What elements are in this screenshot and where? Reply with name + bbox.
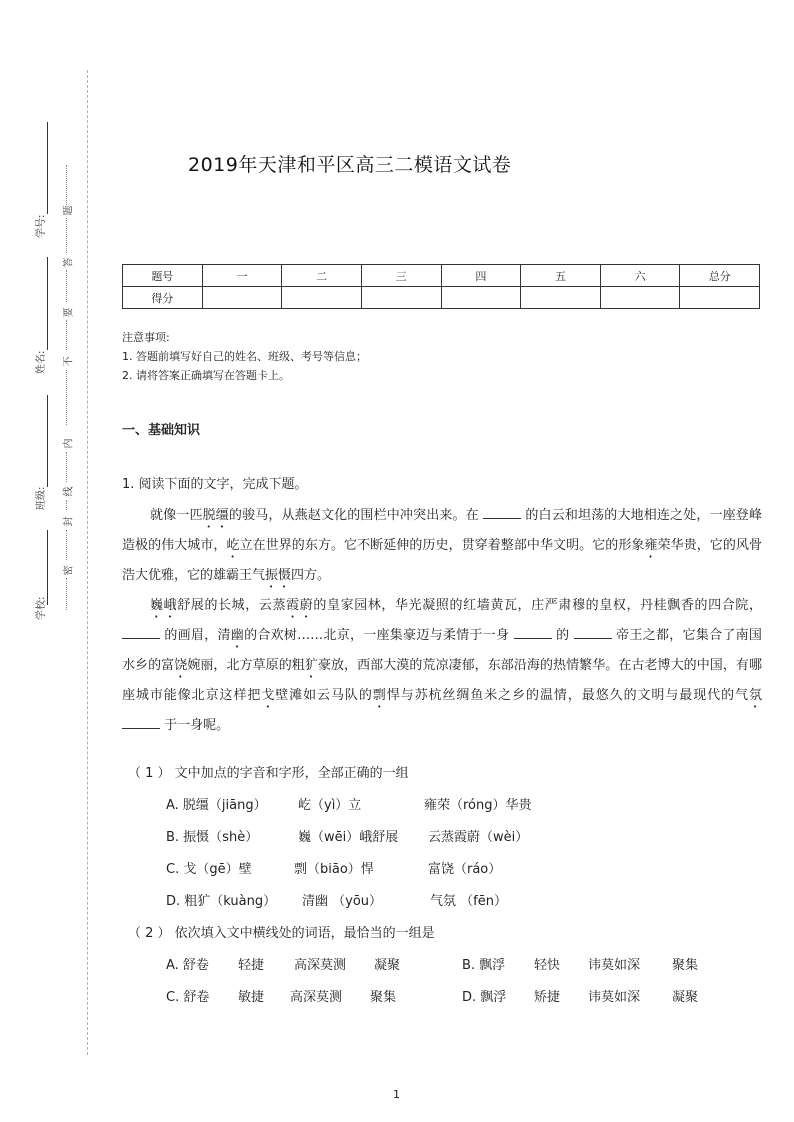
option-term: 讳莫如深 (588, 990, 641, 1005)
passage-text: 的 (556, 628, 570, 643)
score-table-score-row (123, 287, 760, 309)
name-label: 姓名: (36, 350, 47, 374)
seal-char: 要 (63, 307, 75, 318)
score-cell[interactable] (202, 287, 282, 309)
fill-blank[interactable] (514, 626, 552, 639)
option-term: 敏捷 (238, 990, 265, 1005)
score-table-header-row (123, 265, 760, 287)
seal-dots (66, 218, 67, 253)
score-header-cell: 三 (361, 265, 441, 287)
option-term: D. 粗犷（kuàng） (166, 894, 277, 909)
score-cell[interactable] (600, 287, 680, 309)
seal-dots (66, 370, 67, 425)
score-header-cell: 一 (202, 265, 282, 287)
option-term: 聚集 (370, 990, 397, 1005)
option-row-b[interactable] (166, 826, 528, 845)
dotted-word: 饶 (174, 658, 188, 673)
option-term: 清幽 （yōu） (302, 894, 383, 909)
seal-char: 线 (63, 486, 75, 497)
notes-item: 2. 请将答案正确填写在答题卡上。 (122, 369, 290, 382)
passage-text: 荣华贵，它的风骨浩大优雅，它的雄霸王气 (122, 538, 762, 583)
binding-margin (0, 0, 95, 1122)
passage-text: 于一身呢。 (164, 718, 230, 733)
exam-title: 2019年天津和平区高三二模语文试卷 (188, 154, 512, 176)
option-term: A. 舒卷 (166, 958, 209, 973)
option-term: 高深莫测 (294, 958, 347, 973)
sub-question-1: （ 1 ） 文中加点的字音和字形，全部正确的一组 (128, 766, 409, 781)
passage-text: 就像一匹 (150, 508, 203, 523)
option-term: C. 舒卷 (166, 990, 210, 1005)
name-line[interactable] (47, 257, 48, 350)
option-term: 高深莫测 (290, 990, 343, 1005)
dotted-word: 雍 (644, 538, 658, 553)
score-cell[interactable] (680, 287, 760, 309)
reading-passage (122, 501, 762, 740)
passage-text: 立在世界的东方。它不断延伸的历史，贯穿着整部中华文明。它的形象 (239, 538, 645, 553)
seal-char: 内 (63, 438, 75, 449)
option-row-c[interactable] (166, 986, 396, 1005)
seal-char: 不 (63, 356, 75, 367)
seal-dots (66, 578, 67, 610)
question-1-prompt: 1. 阅读下面的文字，完成下题。 (122, 477, 308, 492)
dotted-word: 脱缰 (202, 508, 229, 523)
dotted-word: 巍峨 (150, 598, 178, 613)
score-header-cell: 六 (600, 265, 680, 287)
student-number-label: 学号: (36, 214, 47, 238)
option-term: 凝聚 (374, 958, 401, 973)
student-number-line[interactable] (47, 122, 48, 214)
score-cell[interactable] (282, 287, 362, 309)
seal-char: 答 (63, 257, 75, 268)
page-number: 1 (393, 1088, 400, 1101)
option-term: 云蒸霞蔚（wèi） (428, 830, 529, 845)
seal-char: 密 (63, 565, 75, 576)
dotted-word: 氛 (748, 688, 762, 703)
option-term: 矫捷 (534, 990, 561, 1005)
option-term: 轻捷 (238, 958, 265, 973)
passage-text: 四方。 (291, 568, 331, 583)
fill-blank[interactable] (122, 626, 160, 639)
option-term: B. 飘浮 (462, 958, 506, 973)
fill-blank[interactable] (122, 716, 160, 729)
score-header-cell: 总分 (680, 265, 760, 287)
seal-dots (66, 500, 67, 510)
passage-text: 豪放，西部大漠的荒凉凄郁，东部沿海的热情繁华。在古老博大的中国，有哪座城市能像北京这样把 (122, 658, 762, 703)
fill-blank[interactable] (574, 626, 612, 639)
score-header-cell: 题号 (123, 265, 203, 287)
option-row-a[interactable] (166, 954, 400, 973)
notes-heading: 注意事项: (122, 331, 170, 344)
score-header-cell: 二 (282, 265, 362, 287)
option-row-b[interactable] (462, 954, 698, 973)
option-term: 气氛 （fēn） (430, 894, 507, 909)
class-label: 班级: (36, 486, 47, 510)
option-row-c[interactable] (166, 858, 501, 877)
section-heading: 一、基础知识 (122, 423, 201, 438)
option-row-d[interactable] (462, 986, 698, 1005)
fill-blank[interactable] (483, 506, 521, 519)
sub-question-2: （ 2 ） 依次填入文中横线处的词语，最恰当的一组是 (128, 926, 435, 941)
passage-text: 的骏马，从燕赵文化的围栏中冲突出来。在 (228, 508, 479, 523)
seal-dots (66, 165, 67, 205)
binding-dash-line (87, 70, 88, 1055)
option-term: A. 脱缰（jiāng） (166, 798, 267, 813)
dotted-word: 幽 (230, 628, 245, 643)
option-term: B. 振慑（shè） (166, 830, 259, 845)
seal-char: 题 (63, 205, 75, 216)
passage-text: 悍与苏杭丝绸鱼米之乡的温情，最悠久的文明与最现代的气 (386, 688, 749, 703)
score-cell[interactable] (441, 287, 521, 309)
option-term: 雍荣（róng）华贵 (424, 798, 532, 813)
passage-text: 的皇家园林，华光凝照的红墙黄瓦，庄严肃穆的皇权，丹桂飘香的四合院， (313, 598, 762, 613)
option-term: D. 飘浮 (462, 990, 507, 1005)
dotted-word: 戈 (261, 688, 276, 703)
school-label: 学校: (36, 596, 47, 620)
score-header-cell: 四 (441, 265, 521, 287)
option-row-d[interactable] (166, 890, 507, 909)
option-term: 富饶（ráo） (428, 862, 502, 877)
option-term: 剽（biāo）悍 (294, 862, 374, 877)
passage-paragraph-1 (122, 501, 762, 591)
option-term: C. 戈（gē）壁 (166, 862, 252, 877)
option-term: 轻快 (534, 958, 561, 973)
score-table (122, 264, 760, 309)
seal-dots (66, 270, 67, 302)
passage-text: 的合欢树……北京，一座集豪迈与柔情于一身 (244, 628, 510, 643)
score-header-cell: 五 (521, 265, 601, 287)
passage-text: 的白云和坦荡的大地相连之处，一座登峰造极的伟大城市， (122, 508, 762, 553)
passage-text: 舒展的长城，云蒸 (177, 598, 287, 613)
option-term: 聚集 (672, 958, 699, 973)
score-cell[interactable] (521, 287, 601, 309)
passage-text: 壁滩如云马队的 (275, 688, 373, 703)
option-term: 讳莫如深 (588, 958, 641, 973)
class-line[interactable] (47, 395, 48, 487)
passage-text: 婉丽，北方草原的粗 (187, 658, 305, 673)
passage-text: 帝王之都，它集合了南国水乡的富 (122, 628, 762, 673)
option-term: 巍（wēi）峨舒展 (298, 830, 399, 845)
option-term: 凝聚 (672, 990, 699, 1005)
score-row-label: 得分 (123, 287, 203, 309)
passage-text: 的画眉，清 (164, 628, 231, 643)
seal-dots (66, 452, 67, 482)
seal-dots (66, 320, 67, 350)
passage-paragraph-2 (122, 591, 762, 740)
school-line[interactable] (47, 530, 48, 605)
dotted-word: 犷 (304, 658, 318, 673)
exam-notes (122, 328, 367, 385)
seal-dots (66, 530, 67, 560)
seal-char: 封 (63, 516, 75, 527)
dotted-word: 振慑 (265, 568, 292, 583)
dotted-word: 屹 (226, 538, 240, 553)
notes-item: 1. 答题前填写好自己的姓名、班级、考号等信息； (122, 350, 367, 363)
option-row-a[interactable] (166, 794, 532, 813)
dotted-word: 剽 (372, 688, 387, 703)
option-term: 屹（yì）立 (298, 798, 362, 813)
score-cell[interactable] (361, 287, 441, 309)
dotted-word: 霞蔚 (286, 598, 314, 613)
